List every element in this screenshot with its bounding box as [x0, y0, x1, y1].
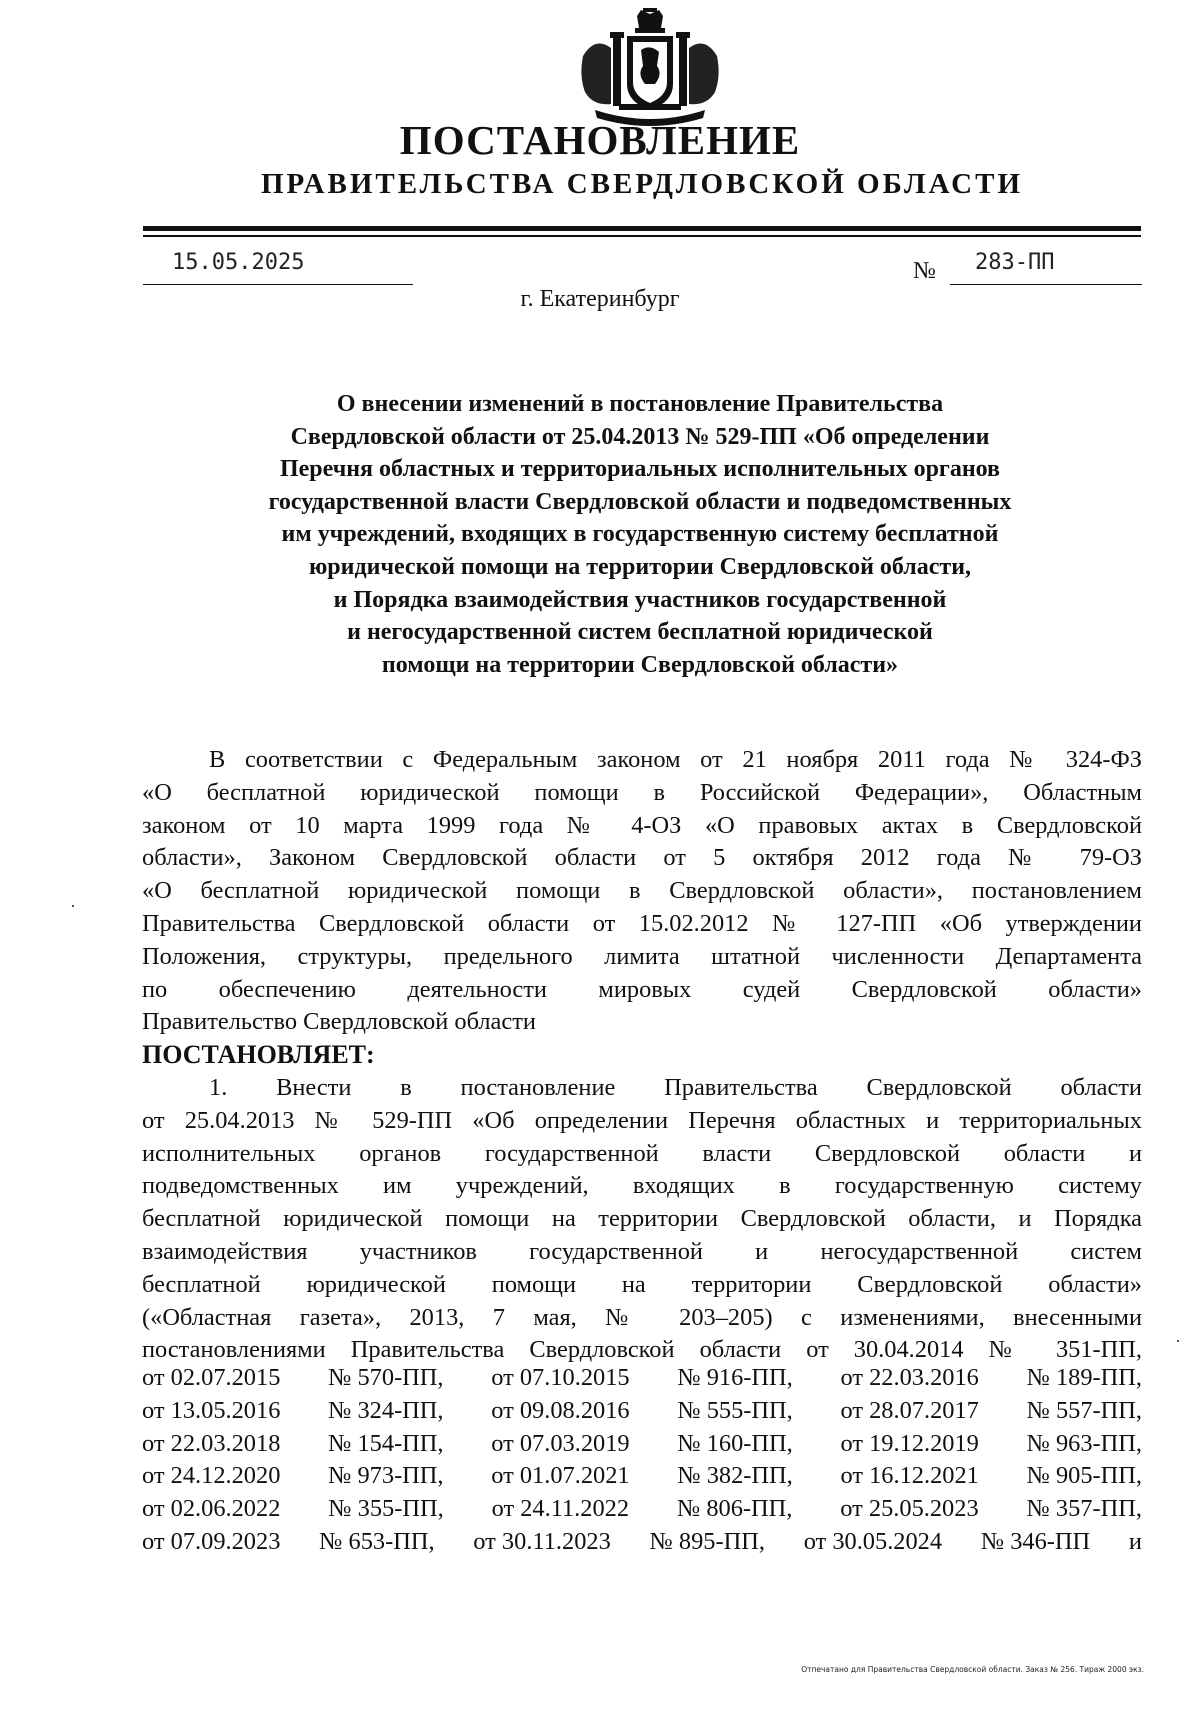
amendment-date: от 02.07.2015: [142, 1364, 281, 1391]
amendment-number: № 916-ПП,: [677, 1364, 793, 1391]
document-date: 15.05.2025: [172, 250, 305, 275]
item-1-line: («Областная газета», 2013, 7 мая, № 203–205) с изменениями, внесенными: [142, 1303, 1142, 1331]
amendment-number: № 557-ПП,: [1026, 1396, 1142, 1424]
item-1-line: бесплатной юридической помощи на территории Свердловской области»: [142, 1270, 1142, 1298]
amendment-number: № 382-ПП,: [677, 1462, 793, 1490]
amendment-number: № 570-ПП,: [328, 1364, 444, 1391]
preamble-line: законом от 10 марта 1999 года № 4-ОЗ «О правовых актах в Свердловской: [142, 811, 1142, 839]
scan-speck: [1177, 1340, 1179, 1342]
amendment-number: № 160-ПП,: [677, 1429, 793, 1457]
document-heading: [150, 388, 1130, 681]
heading-line: помощи на территории Свердловской области»: [381, 651, 899, 678]
amendments-row: [142, 1460, 1142, 1493]
amendment-date: от 19.12.2019: [840, 1429, 979, 1457]
preamble-line: по обеспечению деятельности мировых судей Свердловской области»: [142, 975, 1142, 1003]
amendment-date: от 02.06.2022: [142, 1495, 281, 1523]
amendment-date: от 13.05.2016: [142, 1396, 281, 1424]
amendments-list: [142, 1362, 1142, 1559]
amendment-number: № 346-ПП: [980, 1527, 1091, 1555]
document-number: 283-ПП: [975, 250, 1055, 275]
document-city: г. Екатеринбург: [520, 286, 680, 312]
item-1-line: исполнительных органов государственной власти Свердловской области и: [142, 1139, 1142, 1167]
heading-line: юридической помощи на территории Свердловской области,: [308, 553, 972, 580]
scan-speck: [72, 905, 74, 907]
issuing-authority-title: ПРАВИТЕЛЬСТВА СВЕРДЛОВСКОЙ ОБЛАСТИ: [260, 168, 1024, 200]
heading-line: Перечня областных и территориальных исполнительных органов: [279, 456, 1001, 483]
amendments-row: [142, 1395, 1142, 1428]
header-rule-thick: [143, 226, 1141, 231]
amendments-row: [142, 1526, 1142, 1559]
amendments-row: [142, 1362, 1142, 1395]
amendment-number: № 653-ПП,: [319, 1527, 435, 1555]
amendment-number: № 895-ПП,: [649, 1527, 765, 1555]
amendment-date: от 16.12.2021: [840, 1462, 979, 1490]
preamble-line: Правительство Свердловской области: [142, 1008, 536, 1036]
heading-line: О внесении изменений в постановление Правительства: [336, 391, 944, 417]
item-1-line: постановлениями Правительства Свердловской области от 30.04.2014 № 351-ПП,: [142, 1336, 1142, 1364]
amendment-date: от 07.10.2015: [491, 1364, 630, 1391]
heading-line: Свердловской области от 25.04.2013 № 529-ПП «Об определении: [290, 423, 990, 450]
number-sign: №: [913, 258, 936, 284]
preamble-paragraph: [142, 744, 1142, 1039]
amendment-date: от 28.07.2017: [840, 1396, 979, 1424]
number-underline: [950, 284, 1142, 285]
amendment-date: от 30.11.2023: [473, 1527, 611, 1555]
document-type-title: ПОСТАНОВЛЕНИЕ: [399, 117, 801, 163]
item-1-paragraph: [142, 1072, 1142, 1367]
item-1-line: от 25.04.2013 № 529-ПП «Об определении Перечня областных и территориальных: [142, 1106, 1142, 1134]
preamble-line: Положения, структуры, предельного лимита штатной численности Департамента: [142, 942, 1142, 970]
item-1-line: подведомственных им учреждений, входящих в государственную систему: [142, 1172, 1142, 1200]
amendment-number: № 355-ПП,: [328, 1495, 444, 1523]
item-1-line: бесплатной юридической помощи на территории Свердловской области, и Порядка: [142, 1205, 1142, 1233]
amendment-date: от 01.07.2021: [491, 1462, 630, 1490]
amendment-number: № 963-ПП,: [1026, 1429, 1142, 1457]
amendment-date: от 09.08.2016: [491, 1396, 630, 1424]
item-1-line: 1. Внести в постановление Правительства Свердловской области: [209, 1074, 1142, 1101]
print-imprint: Отпечатано для Правительства Свердловской области. Заказ № 256. Тираж 2000 экз.: [801, 1665, 1144, 1674]
amendment-number: № 806-ПП,: [676, 1495, 793, 1523]
amendments-row: [142, 1428, 1142, 1461]
preamble-line: Правительства Свердловской области от 15.02.2012 № 127-ПП «Об утверждении: [142, 909, 1142, 937]
amendment-date: от 07.03.2019: [491, 1429, 630, 1457]
amendment-date: от 07.09.2023: [142, 1527, 281, 1555]
decree-word: ПОСТАНОВЛЯЕТ:: [142, 1040, 375, 1069]
amendment-date: от 25.05.2023: [840, 1495, 979, 1523]
amendments-row: [142, 1493, 1142, 1526]
heading-line: и негосударственной систем бесплатной юридической: [347, 619, 933, 646]
item-1-line: взаимодействия участников государственной и негосударственной систем: [142, 1237, 1142, 1265]
preamble-line: области», Законом Свердловской области от 5 октября 2012 года № 79-ОЗ: [142, 844, 1142, 872]
coat-of-arms-icon: [575, 6, 725, 132]
amendment-number: № 189-ПП,: [1026, 1364, 1142, 1391]
preamble-line: «О бесплатной юридической помощи в Российской Федерации», Областным: [142, 778, 1142, 806]
amendment-date: от 24.11.2022: [491, 1495, 630, 1523]
amendment-number: № 973-ПП,: [328, 1462, 444, 1490]
amendment-number: № 555-ПП,: [677, 1396, 793, 1424]
amendment-number: № 905-ПП,: [1026, 1462, 1142, 1490]
heading-line: государственной власти Свердловской области и подведомственных: [268, 488, 1012, 515]
amendment-date: от 22.03.2016: [840, 1364, 979, 1391]
header-rule-thin: [143, 235, 1141, 237]
amendment-conjunction: и: [1128, 1527, 1142, 1555]
amendment-number: № 154-ПП,: [328, 1429, 444, 1457]
preamble-line: В соответствии с Федеральным законом от 21 ноября 2011 года № 324-ФЗ: [209, 746, 1142, 773]
heading-line: им учреждений, входящих в государственную систему бесплатной: [281, 521, 999, 548]
preamble-line: «О бесплатной юридической помощи в Свердловской области», постановлением: [142, 877, 1142, 905]
date-underline: [143, 284, 413, 285]
amendment-number: № 324-ПП,: [328, 1396, 444, 1424]
amendment-date: от 30.05.2024: [803, 1527, 943, 1555]
amendment-date: от 22.03.2018: [142, 1429, 281, 1457]
heading-line: и Порядка взаимодействия участников государственной: [333, 586, 947, 613]
amendment-date: от 24.12.2020: [142, 1462, 281, 1490]
amendment-number: № 357-ПП,: [1026, 1495, 1142, 1523]
